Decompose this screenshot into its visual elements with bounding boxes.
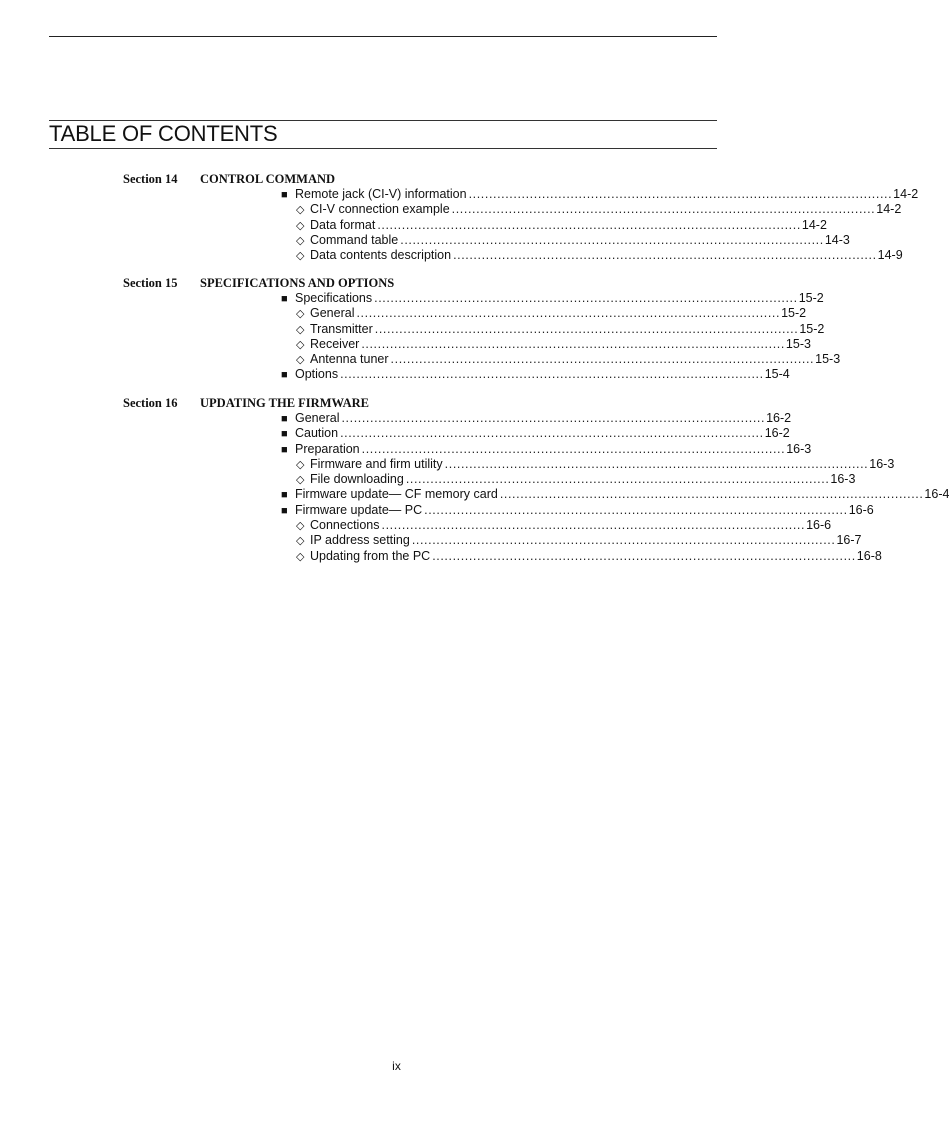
toc-entry-page: 16-2: [764, 426, 790, 441]
dot-leader: ........................................................................................................: [374, 291, 798, 305]
toc-entry[interactable]: [0, 411, 793, 426]
toc-entry-label: Receiver: [310, 336, 360, 351]
toc-entry[interactable]: [0, 533, 862, 548]
dot-leader: ........................................................................................................: [451, 202, 876, 217]
toc-entry[interactable]: [0, 518, 832, 533]
toc-entry-page: 14-3: [824, 232, 850, 247]
section-title: UPDATING THE FIRMWARE: [200, 396, 369, 410]
section-heading: [0, 171, 793, 187]
toc-entry[interactable]: [0, 202, 902, 217]
toc-entry-page: 16-3: [869, 456, 895, 471]
toc-entry-page: 15-2: [781, 306, 807, 321]
toc-entry[interactable]: [0, 321, 825, 337]
toc-entry-label: File downloading: [310, 472, 404, 487]
toc-entry-label: Connections: [310, 518, 380, 533]
toc-entry-label: Options: [295, 367, 339, 382]
dot-leader: ........................................................................................................: [356, 306, 781, 321]
toc-entry[interactable]: [0, 187, 919, 202]
toc-section-15: [0, 275, 841, 383]
diamond-bullet-icon: ◇: [296, 550, 305, 563]
diamond-bullet-icon: ◇: [296, 535, 305, 548]
toc-entry-page: 16-8: [856, 548, 882, 563]
dot-leader: ........................................................................................................: [411, 533, 836, 548]
dot-leader: ........................................................................................................: [340, 367, 764, 382]
diamond-bullet-icon: ◇: [296, 323, 305, 336]
diamond-bullet-icon: ◇: [296, 338, 305, 351]
toc-entry[interactable]: [0, 426, 793, 441]
toc-entry-page: 16-7: [836, 533, 862, 548]
toc-entry-label: Transmitter: [310, 321, 373, 336]
toc-entry[interactable]: [0, 217, 827, 233]
toc-entry-label: Data format: [310, 217, 376, 232]
toc-section-16: [0, 395, 949, 564]
toc-entry-page: 16-2: [766, 411, 792, 425]
square-bullet-icon: ■: [281, 504, 288, 517]
toc-entry-label: Firmware update— PC: [295, 502, 423, 517]
toc-entry-label: CI-V connection example: [310, 202, 450, 217]
toc-entry-label: Specifications: [295, 291, 373, 305]
section-number: Section 15: [123, 276, 178, 290]
toc-entry-label: Data contents description: [310, 248, 452, 263]
square-bullet-icon: ■: [281, 369, 288, 382]
toc-entry-label: Preparation: [295, 441, 360, 456]
dot-leader: ........................................................................................................: [432, 548, 856, 563]
dot-leader: ........................................................................................................: [453, 248, 877, 263]
toc-entry-page: 15-3: [815, 352, 841, 367]
diamond-bullet-icon: ◇: [296, 308, 305, 321]
toc-entry[interactable]: [0, 441, 812, 457]
toc-entry-page: 15-4: [764, 367, 790, 382]
dot-leader: ........................................................................................................: [377, 217, 801, 232]
toc-entry-label: Updating from the PC: [310, 548, 431, 563]
toc-entry-label: Remote jack (CI-V) information: [295, 187, 467, 201]
toc-entry[interactable]: [0, 367, 793, 382]
dot-leader: ........................................................................................................: [390, 352, 815, 367]
diamond-bullet-icon: ◇: [296, 219, 305, 232]
page-folio: ix: [392, 1059, 401, 1073]
toc-entry-label: IP address setting: [310, 533, 410, 548]
toc-entry[interactable]: [0, 456, 895, 472]
section-title: CONTROL COMMAND: [200, 172, 336, 186]
diamond-bullet-icon: ◇: [296, 474, 305, 487]
toc-entry-page: 15-3: [785, 336, 811, 351]
dot-leader: ........................................................................................................: [340, 426, 764, 441]
dot-leader: ........................................................................................................: [361, 336, 785, 351]
toc-entry-page: 14-9: [877, 248, 903, 263]
toc-entry-page: 16-3: [786, 441, 812, 456]
toc-entry-page: 16-4: [924, 487, 949, 502]
toc-entry-label: Antenna tuner: [310, 352, 389, 367]
dot-leader: ........................................................................................................: [468, 187, 893, 201]
toc-entry[interactable]: [0, 291, 824, 306]
toc-entry-label: General: [295, 411, 340, 425]
toc-entry[interactable]: [0, 306, 807, 321]
header-rule: [49, 36, 717, 37]
dot-leader: ........................................................................................................: [444, 456, 869, 471]
toc-entry[interactable]: [0, 248, 903, 263]
toc-entry-page: 15-2: [798, 291, 824, 305]
toc-section-14: [0, 171, 919, 263]
diamond-bullet-icon: ◇: [296, 204, 305, 217]
dot-leader: ........................................................................................................: [405, 472, 830, 487]
toc-entry[interactable]: [0, 336, 811, 352]
dot-leader: ........................................................................................................: [381, 518, 806, 533]
dot-leader: ........................................................................................................: [374, 321, 799, 336]
toc-entry-page: 15-2: [799, 321, 825, 336]
toc-entry[interactable]: [0, 352, 841, 367]
toc-entry-page: 14-2: [893, 187, 919, 201]
toc-entry-page: 16-6: [848, 502, 874, 517]
square-bullet-icon: ■: [281, 189, 288, 201]
diamond-bullet-icon: ◇: [296, 234, 305, 247]
square-bullet-icon: ■: [281, 293, 288, 305]
toc-entry-label: Firmware and firm utility: [310, 456, 443, 471]
section-title: SPECIFICATIONS AND OPTIONS: [200, 276, 395, 290]
toc-entry-page: 14-2: [801, 217, 827, 232]
toc-entry-label: General: [310, 306, 355, 321]
toc-entry-label: Command table: [310, 232, 399, 247]
dot-leader: ........................................................................................................: [341, 411, 766, 425]
toc-entry-page: 14-2: [876, 202, 902, 217]
section-number: Section 14: [123, 172, 178, 186]
toc-entry-page: 16-6: [806, 518, 832, 533]
diamond-bullet-icon: ◇: [296, 458, 305, 471]
dot-leader: ........................................................................................................: [361, 441, 786, 456]
toc-entry[interactable]: [0, 548, 882, 564]
diamond-bullet-icon: ◇: [296, 354, 305, 367]
diamond-bullet-icon: ◇: [296, 250, 305, 263]
square-bullet-icon: ■: [281, 443, 288, 456]
square-bullet-icon: ■: [281, 489, 288, 502]
square-bullet-icon: ■: [281, 428, 288, 441]
section-heading: [0, 395, 793, 411]
dot-leader: ........................................................................................................: [424, 502, 848, 517]
section-number: Section 16: [123, 396, 178, 410]
toc-entry-page: 16-3: [830, 472, 856, 487]
diamond-bullet-icon: ◇: [296, 520, 305, 533]
toc-entry-label: Caution: [295, 426, 339, 441]
toc-entry[interactable]: [0, 502, 874, 518]
dot-leader: ........................................................................................................: [400, 232, 824, 247]
toc-entry[interactable]: [0, 472, 856, 487]
toc-entry[interactable]: [0, 487, 949, 502]
dot-leader: ........................................................................................................: [499, 487, 924, 502]
section-heading: [0, 275, 793, 291]
toc-entry-label: Firmware update— CF memory card: [295, 487, 498, 502]
square-bullet-icon: ■: [281, 413, 288, 425]
toc-entry[interactable]: [0, 232, 850, 248]
title-rule-bottom: [49, 148, 717, 149]
page-title: TABLE OF CONTENTS: [49, 121, 278, 146]
